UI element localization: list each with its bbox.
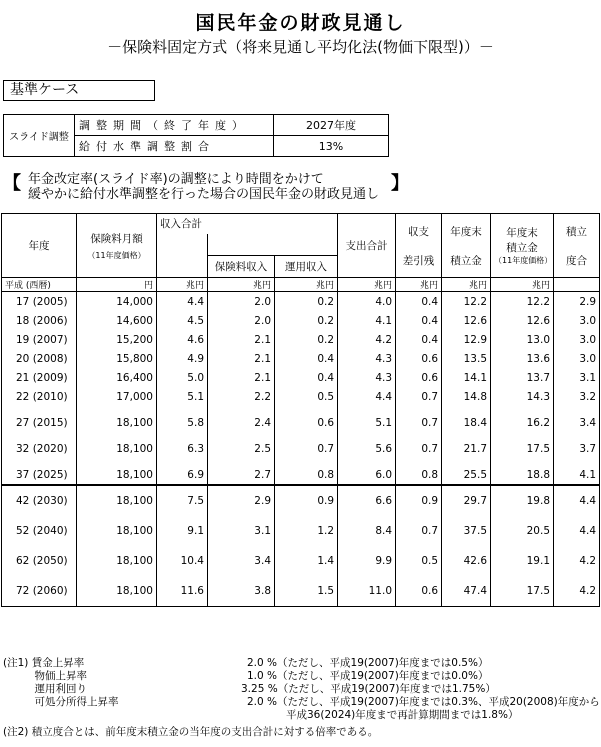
- cell-expenditure: 6.0: [338, 465, 396, 485]
- gap-cell: [554, 432, 600, 439]
- cell-year: 17 (2005): [2, 292, 77, 312]
- cell-income: 6.3: [157, 439, 208, 458]
- cell-reserve-real: 13.7: [491, 368, 554, 387]
- cell-premium-income: 2.7: [208, 465, 275, 485]
- gap-cell: [77, 458, 157, 465]
- caption-line-1: 年金改定率(スライド率)の調整により時間をかけて: [28, 172, 324, 187]
- cell-ratio: 3.0: [554, 349, 600, 368]
- cell-expenditure: 11.0: [338, 576, 396, 607]
- cell-reserve: 12.9: [442, 330, 491, 349]
- cell-ratio: 3.0: [554, 311, 600, 330]
- header-reserve-2: 積立金: [450, 254, 482, 267]
- cell-reserve-real: 13.6: [491, 349, 554, 368]
- slide-label: スライド調整: [4, 115, 75, 157]
- cell-balance: 0.6: [396, 368, 442, 387]
- cell-income: 11.6: [157, 576, 208, 607]
- cell-reserve: 21.7: [442, 439, 491, 458]
- gap-cell: [442, 406, 491, 413]
- cell-reserve-real: 18.8: [491, 465, 554, 485]
- caption-close-bracket: 】: [391, 173, 409, 194]
- gap-cell: [396, 406, 442, 413]
- row-gap: [2, 458, 600, 465]
- cell-premium-income: 2.1: [208, 368, 275, 387]
- note-value: 2.0 %（ただし、平成19(2007)年度までは0.5%）: [247, 657, 489, 669]
- cell-expenditure: 4.4: [338, 387, 396, 406]
- cell-ratio: 4.4: [554, 516, 600, 546]
- header-income-spacer: [157, 234, 208, 278]
- header-reserve-real: [491, 214, 554, 278]
- table-row: [2, 292, 600, 312]
- cell-income: 5.0: [157, 368, 208, 387]
- cell-ratio: 2.9: [554, 292, 600, 312]
- gap-cell: [157, 458, 208, 465]
- cell-balance: 0.7: [396, 516, 442, 546]
- header-reserve-real-2: 積立金: [506, 242, 538, 254]
- gap-cell: [338, 432, 396, 439]
- cell-reserve: 42.6: [442, 546, 491, 576]
- cell-ratio: 4.2: [554, 576, 600, 607]
- cell-investment: 0.4: [275, 349, 338, 368]
- cell-reserve-real: 12.2: [491, 292, 554, 312]
- row-gap: [2, 432, 600, 439]
- cell-reserve: 18.4: [442, 413, 491, 432]
- cell-premium-income: 2.9: [208, 485, 275, 516]
- cell-ratio: 3.4: [554, 413, 600, 432]
- cell-premium: 15,800: [77, 349, 157, 368]
- note-label: 可処分所得上昇率: [3, 696, 119, 708]
- note-value: 3.25 %（ただし、平成19(2007)年度までは1.75%）: [241, 683, 496, 695]
- unit-year: 平成 (西暦): [2, 278, 77, 292]
- cell-investment: 0.9: [275, 485, 338, 516]
- cell-premium-income: 2.2: [208, 387, 275, 406]
- gap-cell: [77, 406, 157, 413]
- cell-investment: 1.2: [275, 516, 338, 546]
- cell-balance: 0.7: [396, 439, 442, 458]
- table-row: [2, 413, 600, 432]
- row-gap: [2, 406, 600, 413]
- header-ratio-1: 積立: [566, 225, 588, 238]
- cell-balance: 0.7: [396, 413, 442, 432]
- cell-investment: 1.4: [275, 546, 338, 576]
- cell-year: 21 (2009): [2, 368, 77, 387]
- cell-year: 27 (2015): [2, 413, 77, 432]
- gap-cell: [2, 406, 77, 413]
- cell-expenditure: 4.2: [338, 330, 396, 349]
- case-label: 基準ケース: [3, 80, 155, 101]
- note-row: [3, 670, 601, 683]
- header-ratio: [554, 214, 600, 278]
- cell-income: 5.1: [157, 387, 208, 406]
- table-row: [2, 368, 600, 387]
- cell-premium-income: 2.0: [208, 292, 275, 312]
- cell-premium: 18,100: [77, 465, 157, 485]
- header-premium-note: （11年度価格）: [87, 250, 146, 260]
- unit-expenditure: 兆円: [338, 278, 396, 292]
- cell-income: 5.8: [157, 413, 208, 432]
- gap-cell: [77, 432, 157, 439]
- header-reserve-1: 年度末: [450, 225, 482, 238]
- table-row: [2, 311, 600, 330]
- cell-year: 20 (2008): [2, 349, 77, 368]
- gap-cell: [2, 458, 77, 465]
- gap-cell: [396, 432, 442, 439]
- cell-year: 22 (2010): [2, 387, 77, 406]
- cell-reserve: 12.2: [442, 292, 491, 312]
- gap-cell: [491, 432, 554, 439]
- cell-income: 9.1: [157, 516, 208, 546]
- header-expenditure: 支出合計: [338, 214, 396, 278]
- cell-investment: 0.5: [275, 387, 338, 406]
- cell-reserve-real: 20.5: [491, 516, 554, 546]
- cell-expenditure: 5.1: [338, 413, 396, 432]
- financial-projection-table: [1, 213, 600, 607]
- note-value: 平成36(2024)年度まで再計算期間までは1.8%）: [265, 709, 519, 721]
- header-balance-2: 差引残: [402, 254, 435, 267]
- table-row: [2, 485, 600, 516]
- note-row: [3, 726, 601, 739]
- header-year: 年度: [2, 214, 77, 278]
- cell-balance: 0.6: [396, 576, 442, 607]
- note-label: (注2) 積立度合とは、前年度末積立金の当年度の支出合計に対する倍率である。: [3, 726, 379, 738]
- cell-year: 42 (2030): [2, 485, 77, 516]
- cell-reserve-real: 13.0: [491, 330, 554, 349]
- cell-premium: 18,100: [77, 485, 157, 516]
- slide-item-ratio: 給付水準調整割合: [75, 136, 274, 157]
- header-sub-spacer: [208, 234, 338, 256]
- header-investment-income: 運用収入: [275, 256, 338, 278]
- unit-premium: 円: [77, 278, 157, 292]
- page-subtitle: －保険料固定方式（将来見通し平均化法(物価下限型)）－: [107, 38, 494, 56]
- cell-income: 4.6: [157, 330, 208, 349]
- cell-reserve: 37.5: [442, 516, 491, 546]
- cell-investment: 0.8: [275, 465, 338, 485]
- table-row: [2, 546, 600, 576]
- note-row: [3, 696, 601, 709]
- gap-cell: [275, 432, 338, 439]
- unit-income-total: 兆円: [157, 278, 208, 292]
- cell-premium-income: 2.5: [208, 439, 275, 458]
- caption-open-bracket: 【: [3, 173, 21, 194]
- cell-reserve: 25.5: [442, 465, 491, 485]
- cell-balance: 0.9: [396, 485, 442, 516]
- slide-item-period: 調整期間（終了年度）: [75, 115, 274, 136]
- cell-balance: 0.6: [396, 349, 442, 368]
- header-reserve: [442, 214, 491, 278]
- gap-cell: [208, 432, 275, 439]
- units-row: [2, 278, 600, 292]
- header-ratio-2: 度合: [566, 254, 588, 267]
- cell-income: 6.9: [157, 465, 208, 485]
- cell-ratio: 3.7: [554, 439, 600, 458]
- unit-investment-income: 兆円: [275, 278, 338, 292]
- cell-year: 18 (2006): [2, 311, 77, 330]
- gap-cell: [338, 458, 396, 465]
- note-label: (注1) 賃金上昇率: [3, 657, 85, 669]
- gap-cell: [338, 406, 396, 413]
- cell-year: 52 (2040): [2, 516, 77, 546]
- cell-year: 19 (2007): [2, 330, 77, 349]
- table-row: [2, 439, 600, 458]
- cell-premium: 16,400: [77, 368, 157, 387]
- cell-investment: 0.2: [275, 311, 338, 330]
- gap-cell: [491, 458, 554, 465]
- note-row: [3, 709, 601, 722]
- cell-premium: 18,100: [77, 576, 157, 607]
- cell-year: 32 (2020): [2, 439, 77, 458]
- cell-premium-income: 3.1: [208, 516, 275, 546]
- cell-reserve-real: 17.5: [491, 439, 554, 458]
- cell-premium-income: 2.4: [208, 413, 275, 432]
- cell-expenditure: 9.9: [338, 546, 396, 576]
- cell-reserve-real: 19.1: [491, 546, 554, 576]
- table-row: [2, 516, 600, 546]
- cell-balance: 0.4: [396, 311, 442, 330]
- cell-premium-income: 3.4: [208, 546, 275, 576]
- note-row: [3, 683, 601, 696]
- cell-year: 62 (2050): [2, 546, 77, 576]
- header-reserve-real-1: 年度末: [506, 227, 538, 239]
- cell-ratio: 3.0: [554, 330, 600, 349]
- cell-expenditure: 5.6: [338, 439, 396, 458]
- table-row: [2, 576, 600, 607]
- cell-investment: 0.2: [275, 330, 338, 349]
- cell-ratio: 4.2: [554, 546, 600, 576]
- note-label: 物価上昇率: [3, 670, 87, 682]
- cell-premium-income: 2.0: [208, 311, 275, 330]
- gap-cell: [396, 458, 442, 465]
- unit-reserve-real: 兆円: [491, 278, 554, 292]
- cell-balance: 0.4: [396, 292, 442, 312]
- cell-premium-income: 3.8: [208, 576, 275, 607]
- cell-premium: 14,600: [77, 311, 157, 330]
- cell-year: 37 (2025): [2, 465, 77, 485]
- cell-ratio: 3.1: [554, 368, 600, 387]
- cell-ratio: 4.4: [554, 485, 600, 516]
- gap-cell: [442, 458, 491, 465]
- notes: [3, 657, 601, 739]
- cell-balance: 0.8: [396, 465, 442, 485]
- gap-cell: [491, 406, 554, 413]
- cell-ratio: 3.2: [554, 387, 600, 406]
- slide-adjustment-table: [3, 114, 389, 157]
- header-premium: [77, 214, 157, 278]
- header-balance: [396, 214, 442, 278]
- cell-balance: 0.5: [396, 546, 442, 576]
- table-row: [2, 465, 600, 485]
- cell-income: 7.5: [157, 485, 208, 516]
- gap-cell: [275, 458, 338, 465]
- cell-reserve-real: 16.2: [491, 413, 554, 432]
- unit-reserve: 兆円: [442, 278, 491, 292]
- unit-premium-income: 兆円: [208, 278, 275, 292]
- slide-value-ratio: 13%: [274, 136, 389, 157]
- cell-premium: 18,100: [77, 413, 157, 432]
- gap-cell: [208, 406, 275, 413]
- gap-cell: [2, 432, 77, 439]
- cell-reserve-real: 17.5: [491, 576, 554, 607]
- cell-premium-income: 2.1: [208, 349, 275, 368]
- note-row: [3, 657, 601, 670]
- cell-expenditure: 4.3: [338, 368, 396, 387]
- cell-premium: 18,100: [77, 546, 157, 576]
- cell-reserve: 29.7: [442, 485, 491, 516]
- slide-value-period: 2027年度: [274, 115, 389, 136]
- gap-cell: [157, 432, 208, 439]
- cell-investment: 0.6: [275, 413, 338, 432]
- gap-cell: [275, 406, 338, 413]
- cell-premium: 18,100: [77, 439, 157, 458]
- cell-premium-income: 2.1: [208, 330, 275, 349]
- header-premium-income: 保険料収入: [208, 256, 275, 278]
- cell-reserve-real: 12.6: [491, 311, 554, 330]
- header-reserve-real-note: （11年度価格）: [494, 256, 553, 265]
- caption-line-2: 緩やかに給付水準調整を行った場合の国民年金の財政見通し: [28, 187, 380, 202]
- cell-investment: 0.2: [275, 292, 338, 312]
- cell-income: 4.4: [157, 292, 208, 312]
- cell-year: 72 (2060): [2, 576, 77, 607]
- cell-premium: 14,000: [77, 292, 157, 312]
- header-balance-1: 収支: [408, 225, 430, 238]
- gap-cell: [208, 458, 275, 465]
- cell-reserve: 12.6: [442, 311, 491, 330]
- note-value: 2.0 %（ただし、平成19(2007)年度までは0.3%、平成20(2008)年度から: [247, 696, 600, 708]
- note-label: 運用利回り: [3, 683, 87, 695]
- gap-cell: [442, 432, 491, 439]
- unit-balance: 兆円: [396, 278, 442, 292]
- cell-reserve-real: 14.3: [491, 387, 554, 406]
- cell-expenditure: 4.3: [338, 349, 396, 368]
- cell-investment: 0.4: [275, 368, 338, 387]
- cell-ratio: 4.1: [554, 465, 600, 485]
- note-value: 1.0 %（ただし、平成19(2007)年度までは0.0%）: [247, 670, 489, 682]
- cell-balance: 0.4: [396, 330, 442, 349]
- cell-income: 10.4: [157, 546, 208, 576]
- table-body: [2, 292, 600, 607]
- header-premium-label: 保険料月額: [90, 232, 143, 245]
- cell-premium: 17,000: [77, 387, 157, 406]
- cell-reserve: 13.5: [442, 349, 491, 368]
- header-income-total: 収入合計: [157, 214, 338, 234]
- cell-premium: 15,200: [77, 330, 157, 349]
- cell-investment: 1.5: [275, 576, 338, 607]
- gap-cell: [554, 458, 600, 465]
- table-row: [2, 387, 600, 406]
- cell-expenditure: 8.4: [338, 516, 396, 546]
- unit-ratio: [554, 278, 600, 292]
- cell-premium: 18,100: [77, 516, 157, 546]
- cell-expenditure: 6.6: [338, 485, 396, 516]
- cell-reserve: 14.1: [442, 368, 491, 387]
- cell-expenditure: 4.1: [338, 311, 396, 330]
- cell-expenditure: 4.0: [338, 292, 396, 312]
- cell-reserve: 47.4: [442, 576, 491, 607]
- gap-cell: [157, 406, 208, 413]
- table-row: [2, 349, 600, 368]
- cell-income: 4.9: [157, 349, 208, 368]
- page-title: 国民年金の財政見通し: [195, 12, 406, 34]
- cell-balance: 0.7: [396, 387, 442, 406]
- table-row: [2, 330, 600, 349]
- gap-cell: [554, 406, 600, 413]
- cell-reserve-real: 19.8: [491, 485, 554, 516]
- cell-reserve: 14.8: [442, 387, 491, 406]
- cell-income: 4.5: [157, 311, 208, 330]
- cell-investment: 0.7: [275, 439, 338, 458]
